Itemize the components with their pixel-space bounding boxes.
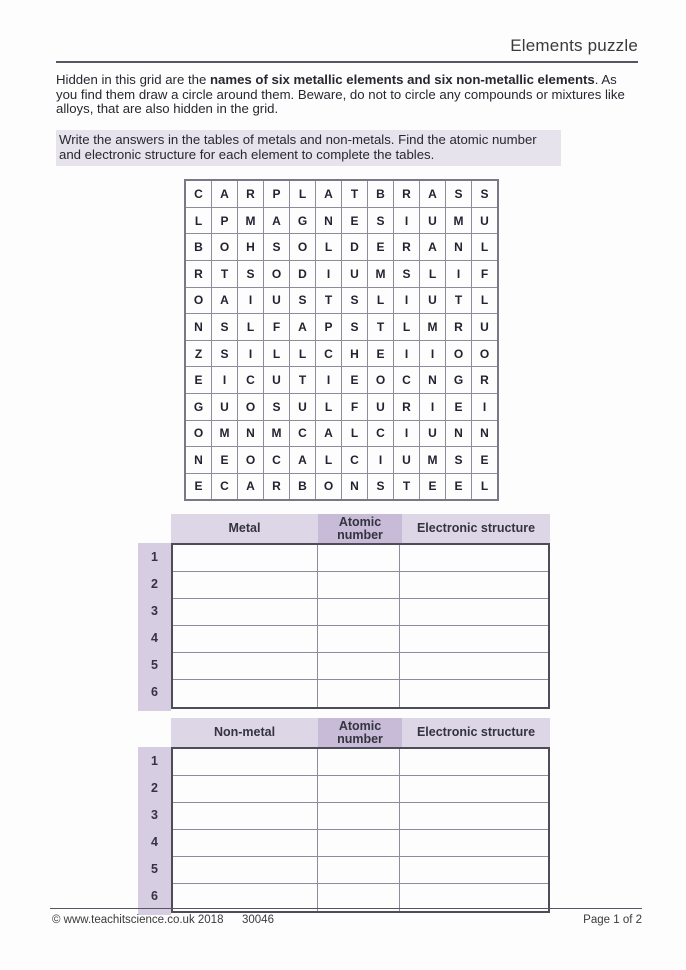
wordsearch-cell: U xyxy=(290,394,315,420)
wordsearch-cell: L xyxy=(264,341,289,367)
wordsearch-cell: R xyxy=(394,234,419,260)
wordsearch-cell: I xyxy=(316,261,341,287)
wordsearch-cell: C xyxy=(368,421,393,447)
wordsearch-cell: C xyxy=(316,341,341,367)
wordsearch-cell: S xyxy=(342,288,367,314)
wordsearch-cell: A xyxy=(420,234,445,260)
wordsearch-cell: E xyxy=(186,367,211,393)
wordsearch-cell: L xyxy=(316,447,341,473)
wordsearch-cell: S xyxy=(446,181,471,207)
wordsearch-cell: S xyxy=(394,261,419,287)
answer-cell-empty xyxy=(173,857,318,884)
nonmetal-header-row xyxy=(171,718,550,747)
wordsearch-cell: C xyxy=(264,447,289,473)
wordsearch-cell: M xyxy=(420,314,445,340)
wordsearch-cell: U xyxy=(212,394,237,420)
wordsearch-cell: I xyxy=(316,367,341,393)
wordsearch-cell: U xyxy=(420,421,445,447)
wordsearch-cell: O xyxy=(446,341,471,367)
wordsearch-cell: L xyxy=(290,181,315,207)
answer-cell-empty xyxy=(318,653,400,680)
wordsearch-cell: H xyxy=(342,341,367,367)
wordsearch-cell: S xyxy=(238,261,263,287)
wordsearch-cell: C xyxy=(342,447,367,473)
wordsearch-cell: R xyxy=(472,367,497,393)
answer-cell-empty xyxy=(318,680,400,707)
wordsearch-cell: M xyxy=(264,421,289,447)
wordsearch-cell: U xyxy=(420,288,445,314)
answer-cell-empty xyxy=(400,803,548,830)
row-number: 1 xyxy=(151,753,158,768)
nonmetal-table-main xyxy=(171,718,550,915)
wordsearch-cell: O xyxy=(472,341,497,367)
answer-cell-empty xyxy=(173,680,318,707)
instruction-highlight-box: Write the answers in the tables of metals and non-metals. Find the atomic number and electronic structure for each element to complete the tables. xyxy=(56,130,561,166)
wordsearch-cell: N xyxy=(342,474,367,500)
answer-cell-empty xyxy=(400,857,548,884)
answer-cell-empty xyxy=(318,599,400,626)
wordsearch-cell: L xyxy=(420,261,445,287)
wordsearch-cell: E xyxy=(446,394,471,420)
wordsearch-cell: R xyxy=(264,474,289,500)
wordsearch-cell: R xyxy=(238,181,263,207)
wordsearch-cell: A xyxy=(212,181,237,207)
wordsearch-cell: O xyxy=(264,261,289,287)
wordsearch-cell: T xyxy=(394,474,419,500)
wordsearch-cell: T xyxy=(446,288,471,314)
answer-cell-empty xyxy=(173,830,318,857)
wordsearch-cell: H xyxy=(238,234,263,260)
wordsearch-cell: R xyxy=(394,394,419,420)
wordsearch-cell: A xyxy=(238,474,263,500)
wordsearch-cell: N xyxy=(420,367,445,393)
answer-cell-empty xyxy=(173,626,318,653)
wordsearch-cell: A xyxy=(212,288,237,314)
wordsearch-cell: T xyxy=(316,288,341,314)
column-header-nonmetal: Non-metal xyxy=(171,718,318,747)
answer-cell-empty xyxy=(318,749,400,776)
wordsearch-cell: O xyxy=(212,234,237,260)
answer-cell-empty xyxy=(173,545,318,572)
wordsearch-cell: F xyxy=(342,394,367,420)
answer-cell-empty xyxy=(173,653,318,680)
column-header-metal: Metal xyxy=(171,514,318,543)
row-number: 3 xyxy=(151,603,158,618)
row-number: 4 xyxy=(151,834,158,849)
wordsearch-cell: A xyxy=(316,181,341,207)
wordsearch-cell: I xyxy=(238,341,263,367)
wordsearch-cell: C xyxy=(186,181,211,207)
row-number: 6 xyxy=(151,684,158,699)
wordsearch-cell: S xyxy=(264,394,289,420)
answer-cell-empty xyxy=(318,803,400,830)
row-number: 2 xyxy=(151,780,158,795)
row-number: 1 xyxy=(151,549,158,564)
metal-header-row xyxy=(171,514,550,543)
wordsearch-cell: C xyxy=(212,474,237,500)
wordsearch-cell: E xyxy=(420,474,445,500)
wordsearch-cell: O xyxy=(238,447,263,473)
wordsearch-cell: N xyxy=(316,208,341,234)
wordsearch-cell: B xyxy=(186,234,211,260)
wordsearch-cell: P xyxy=(212,208,237,234)
wordsearch-cell: G xyxy=(186,394,211,420)
answer-cell-empty xyxy=(173,803,318,830)
wordsearch-cell: R xyxy=(394,181,419,207)
wordsearch-cell: T xyxy=(342,181,367,207)
wordsearch-cell: S xyxy=(368,474,393,500)
answer-cell-empty xyxy=(400,653,548,680)
wordsearch-cell: I xyxy=(446,261,471,287)
intro-text-bold: names of six metallic elements and six non-metallic elements xyxy=(209,72,595,87)
wordsearch-cell: I xyxy=(394,341,419,367)
footer-document-number: 30046 xyxy=(242,914,274,926)
wordsearch-cell: A xyxy=(264,208,289,234)
wordsearch-cell: I xyxy=(212,367,237,393)
wordsearch-cell: P xyxy=(264,181,289,207)
wordsearch-cell: O xyxy=(186,288,211,314)
wordsearch-cell: E xyxy=(212,447,237,473)
wordsearch-grid xyxy=(186,181,497,499)
wordsearch-cell: O xyxy=(186,421,211,447)
wordsearch-cell: E xyxy=(342,208,367,234)
wordsearch-cell: S xyxy=(446,447,471,473)
wordsearch-cell: E xyxy=(368,341,393,367)
answer-cell-empty xyxy=(400,749,548,776)
wordsearch-cell: I xyxy=(368,447,393,473)
wordsearch-cell: L xyxy=(316,394,341,420)
wordsearch-frame xyxy=(184,179,499,501)
column-header-atomic-number: Atomic number xyxy=(318,718,402,747)
wordsearch-cell: L xyxy=(316,234,341,260)
answer-cell-empty xyxy=(318,572,400,599)
wordsearch-cell: N xyxy=(446,421,471,447)
column-header-electronic-structure: Electronic structure xyxy=(402,718,550,747)
wordsearch-cell: I xyxy=(472,394,497,420)
wordsearch-cell: S xyxy=(472,181,497,207)
answer-cell-empty xyxy=(400,545,548,572)
wordsearch-cell: M xyxy=(420,447,445,473)
page-title: Elements puzzle xyxy=(56,36,638,63)
answer-cell-empty xyxy=(400,572,548,599)
nonmetal-table-body xyxy=(171,747,550,913)
wordsearch-cell: T xyxy=(368,314,393,340)
wordsearch-cell: L xyxy=(238,314,263,340)
wordsearch-cell: A xyxy=(290,314,315,340)
wordsearch-cell: M xyxy=(368,261,393,287)
wordsearch-cell: N xyxy=(186,314,211,340)
wordsearch-cell: R xyxy=(186,261,211,287)
wordsearch-cell: B xyxy=(368,181,393,207)
wordsearch-cell: S xyxy=(368,208,393,234)
wordsearch-cell: I xyxy=(238,288,263,314)
wordsearch-cell: U xyxy=(264,367,289,393)
wordsearch-cell: L xyxy=(394,314,419,340)
wordsearch-cell: O xyxy=(316,474,341,500)
wordsearch-cell: M xyxy=(212,421,237,447)
metal-row-number-strip xyxy=(138,543,171,711)
wordsearch-cell: E xyxy=(446,474,471,500)
wordsearch-cell: L xyxy=(472,474,497,500)
wordsearch-cell: L xyxy=(186,208,211,234)
wordsearch-cell: U xyxy=(420,208,445,234)
footer-page-indicator: Page 1 of 2 xyxy=(583,914,642,926)
answer-cell-empty xyxy=(318,626,400,653)
wordsearch-cell: L xyxy=(472,234,497,260)
wordsearch-cell: S xyxy=(212,314,237,340)
wordsearch-cell: P xyxy=(316,314,341,340)
wordsearch-cell: I xyxy=(394,421,419,447)
wordsearch-cell: U xyxy=(472,314,497,340)
wordsearch-cell: I xyxy=(420,394,445,420)
wordsearch-cell: S xyxy=(290,288,315,314)
wordsearch-cell: T xyxy=(212,261,237,287)
answer-cell-empty xyxy=(173,749,318,776)
answer-cell-empty xyxy=(400,599,548,626)
wordsearch-cell: B xyxy=(290,474,315,500)
wordsearch-cell: C xyxy=(394,367,419,393)
wordsearch-cell: A xyxy=(316,421,341,447)
intro-text-end: . As you find them draw a circle around them. Beware, do not to circle any compounds or mixtures like alloys, that are also hidden in the grid. xyxy=(56,72,625,117)
wordsearch-cell: M xyxy=(238,208,263,234)
answer-cell-empty xyxy=(400,626,548,653)
wordsearch-cell: D xyxy=(290,261,315,287)
wordsearch-cell: R xyxy=(446,314,471,340)
wordsearch-cell: L xyxy=(472,288,497,314)
wordsearch-cell: A xyxy=(420,181,445,207)
row-number: 5 xyxy=(151,861,158,876)
wordsearch-cell: L xyxy=(342,421,367,447)
wordsearch-cell: E xyxy=(186,474,211,500)
wordsearch-cell: L xyxy=(290,341,315,367)
wordsearch-cell: O xyxy=(238,394,263,420)
metal-table-body xyxy=(171,543,550,709)
answer-cell-empty xyxy=(318,545,400,572)
wordsearch-cell: U xyxy=(472,208,497,234)
metal-table-main xyxy=(171,514,550,711)
footer-copyright: © www.teachitscience.co.uk 2018 xyxy=(52,914,224,926)
column-header-atomic-number: Atomic number xyxy=(318,514,402,543)
wordsearch-cell: U xyxy=(394,447,419,473)
wordsearch-cell: U xyxy=(342,261,367,287)
wordsearch-cell: S xyxy=(342,314,367,340)
wordsearch-cell: F xyxy=(472,261,497,287)
wordsearch-cell: E xyxy=(342,367,367,393)
wordsearch-cell: S xyxy=(212,341,237,367)
wordsearch-cell: I xyxy=(394,288,419,314)
wordsearch-cell: Z xyxy=(186,341,211,367)
wordsearch-cell: C xyxy=(238,367,263,393)
answer-cell-empty xyxy=(400,776,548,803)
answer-cell-empty xyxy=(400,680,548,707)
answer-cell-empty xyxy=(318,830,400,857)
nonmetal-row-number-strip xyxy=(138,747,171,915)
nonmetal-table xyxy=(138,718,638,915)
metal-table xyxy=(138,514,638,711)
wordsearch-cell: N xyxy=(238,421,263,447)
wordsearch-cell: N xyxy=(446,234,471,260)
wordsearch-cell: I xyxy=(394,208,419,234)
wordsearch-cell: F xyxy=(264,314,289,340)
answer-cell-empty xyxy=(173,776,318,803)
row-number: 5 xyxy=(151,657,158,672)
answer-cell-empty xyxy=(318,857,400,884)
answer-cell-empty xyxy=(173,599,318,626)
intro-text-start: Hidden in this grid are the xyxy=(56,72,210,87)
wordsearch-cell: U xyxy=(368,394,393,420)
wordsearch-cell: T xyxy=(290,367,315,393)
wordsearch-cell: C xyxy=(290,421,315,447)
row-number: 6 xyxy=(151,888,158,903)
row-number: 3 xyxy=(151,807,158,822)
wordsearch-cell: N xyxy=(472,421,497,447)
wordsearch-cell: G xyxy=(446,367,471,393)
intro-paragraph xyxy=(56,73,631,117)
wordsearch-cell: S xyxy=(264,234,289,260)
wordsearch-cell: U xyxy=(264,288,289,314)
wordsearch-cell: E xyxy=(368,234,393,260)
wordsearch-cell: O xyxy=(368,367,393,393)
column-header-electronic-structure: Electronic structure xyxy=(402,514,550,543)
page-footer xyxy=(50,908,642,933)
answer-cell-empty xyxy=(173,572,318,599)
wordsearch-cell: A xyxy=(290,447,315,473)
wordsearch-cell: O xyxy=(290,234,315,260)
answer-cell-empty xyxy=(318,776,400,803)
wordsearch-cell: D xyxy=(342,234,367,260)
wordsearch-cell: L xyxy=(368,288,393,314)
row-number: 2 xyxy=(151,576,158,591)
wordsearch-cell: E xyxy=(472,447,497,473)
wordsearch-cell: N xyxy=(186,447,211,473)
wordsearch-cell: G xyxy=(290,208,315,234)
row-number: 4 xyxy=(151,630,158,645)
answer-cell-empty xyxy=(400,830,548,857)
wordsearch-cell: M xyxy=(446,208,471,234)
wordsearch-cell: I xyxy=(420,341,445,367)
